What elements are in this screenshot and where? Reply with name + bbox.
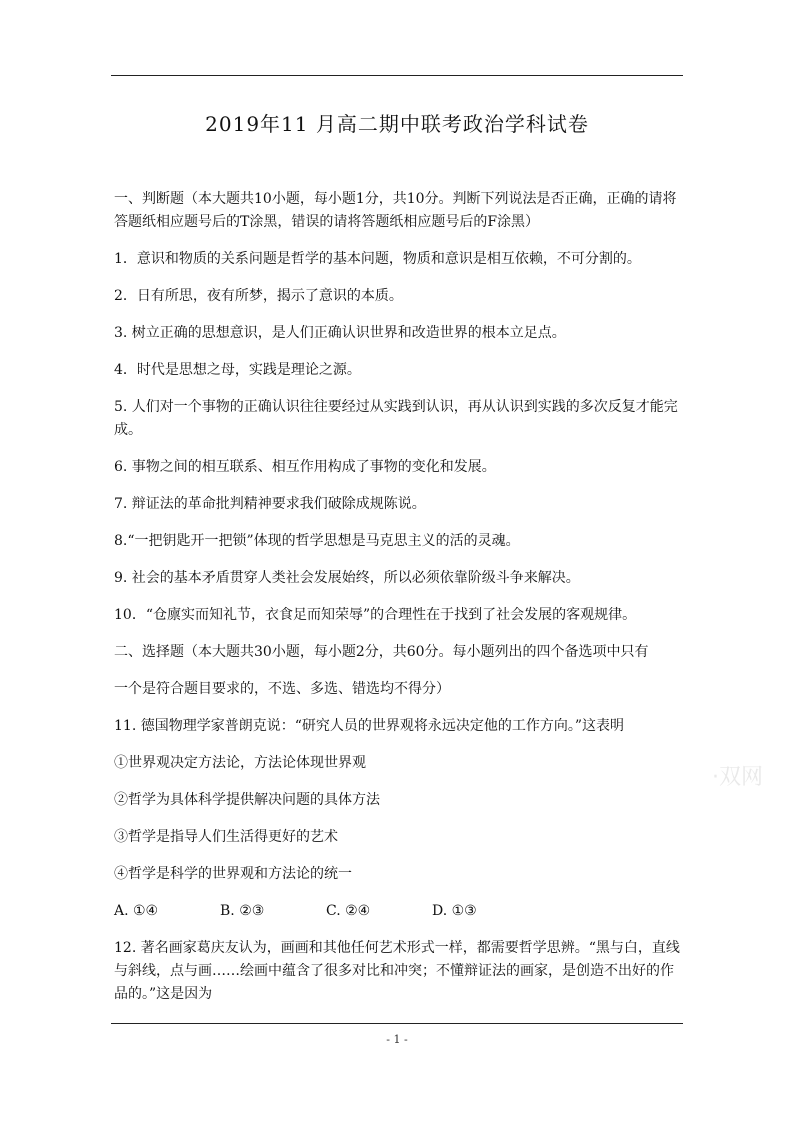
- question-1: 1．意识和物质的关系问题是哲学的基本问题，物质和意识是相互依赖，不可分割的。: [114, 251, 641, 267]
- question-2: 2．日有所思，夜有所梦，揭示了意识的本质。: [114, 288, 403, 304]
- question-10: 10．“仓廪实而知礼节，衣食足而知荣辱”的合理性在于找到了社会发展的客观规律。: [114, 607, 637, 623]
- question-11-statement-2: ②哲学为具体科学提供解决问题的具体方法: [114, 792, 380, 808]
- question-11-statement-1: ①世界观决定方法论，方法论体现世界观: [114, 755, 366, 771]
- question-9: 9. 社会的基本矛盾贯穿人类社会发展始终，所以必须依靠阶级斗争来解决。: [114, 570, 580, 586]
- choice-d: D. ①③: [432, 903, 477, 919]
- top-rule: [111, 75, 683, 76]
- question-12-stem: 12. 著名画家葛庆友认为，画画和其他任何艺术形式一样，都需要哲学思辨。“黑与白，直线与斜线，点与画……绘画中蕴含了很多对比和冲突；不懂辩证法的画家，是创造不出好的作品的。”这是因为: [114, 940, 680, 1002]
- section2-heading-line1: 二、选择题（本大题共30小题，每小题2分，共60分。每小题列出的四个备选项中只有: [114, 644, 649, 660]
- question-8: 8.“一把钥匙开一把锁”体现的哲学思想是马克思主义的活的灵魂。: [114, 533, 520, 549]
- page-number: - 1 -: [386, 1033, 408, 1046]
- question-11-stem: 11. 德国物理学家普朗克说：“研究人员的世界观将永远决定他的工作方向。”这表明: [114, 718, 625, 734]
- question-11-statement-4: ④哲学是科学的世界观和方法论的统一: [114, 866, 352, 882]
- exam-content: [114, 188, 682, 1020]
- section2-heading-line2: 一个是符合题目要求的，不选、多选、错选均不得分）: [114, 681, 450, 697]
- question-3: 3. 树立正确的思想意识，是人们正确认识世界和改造世界的根本立足点。: [114, 325, 566, 341]
- question-11-choices: [114, 900, 682, 923]
- question-7: 7. 辩证法的革命批判精神要求我们破除成规陈说。: [114, 496, 426, 512]
- question-4: 4．时代是思想之母，实践是理论之源。: [114, 362, 361, 378]
- choice-a: A. ①④: [114, 903, 159, 919]
- watermark: ·双网: [712, 765, 763, 790]
- page-title: 2019年11 月高二期中联考政治学科试卷: [205, 112, 589, 136]
- question-11-statement-3: ③哲学是指导人们生活得更好的艺术: [114, 829, 338, 845]
- question-6: 6. 事物之间的相互联系、相互作用构成了事物的变化和发展。: [114, 459, 496, 475]
- bottom-rule: [111, 1023, 683, 1024]
- choice-c: C. ②④: [326, 903, 371, 919]
- question-5: 5. 人们对一个事物的正确认识往往要经过从实践到认识，再从认识到实践的多次反复才能完成。: [114, 399, 678, 438]
- section1-heading: 一、判断题（本大题共10小题，每小题1分，共10分。判断下列说法是否正确，正确的请将答题纸相应题号后的T涂黑，错误的请将答题纸相应题号后的F涂黑）: [114, 191, 677, 230]
- choice-b: B. ②③: [220, 903, 265, 919]
